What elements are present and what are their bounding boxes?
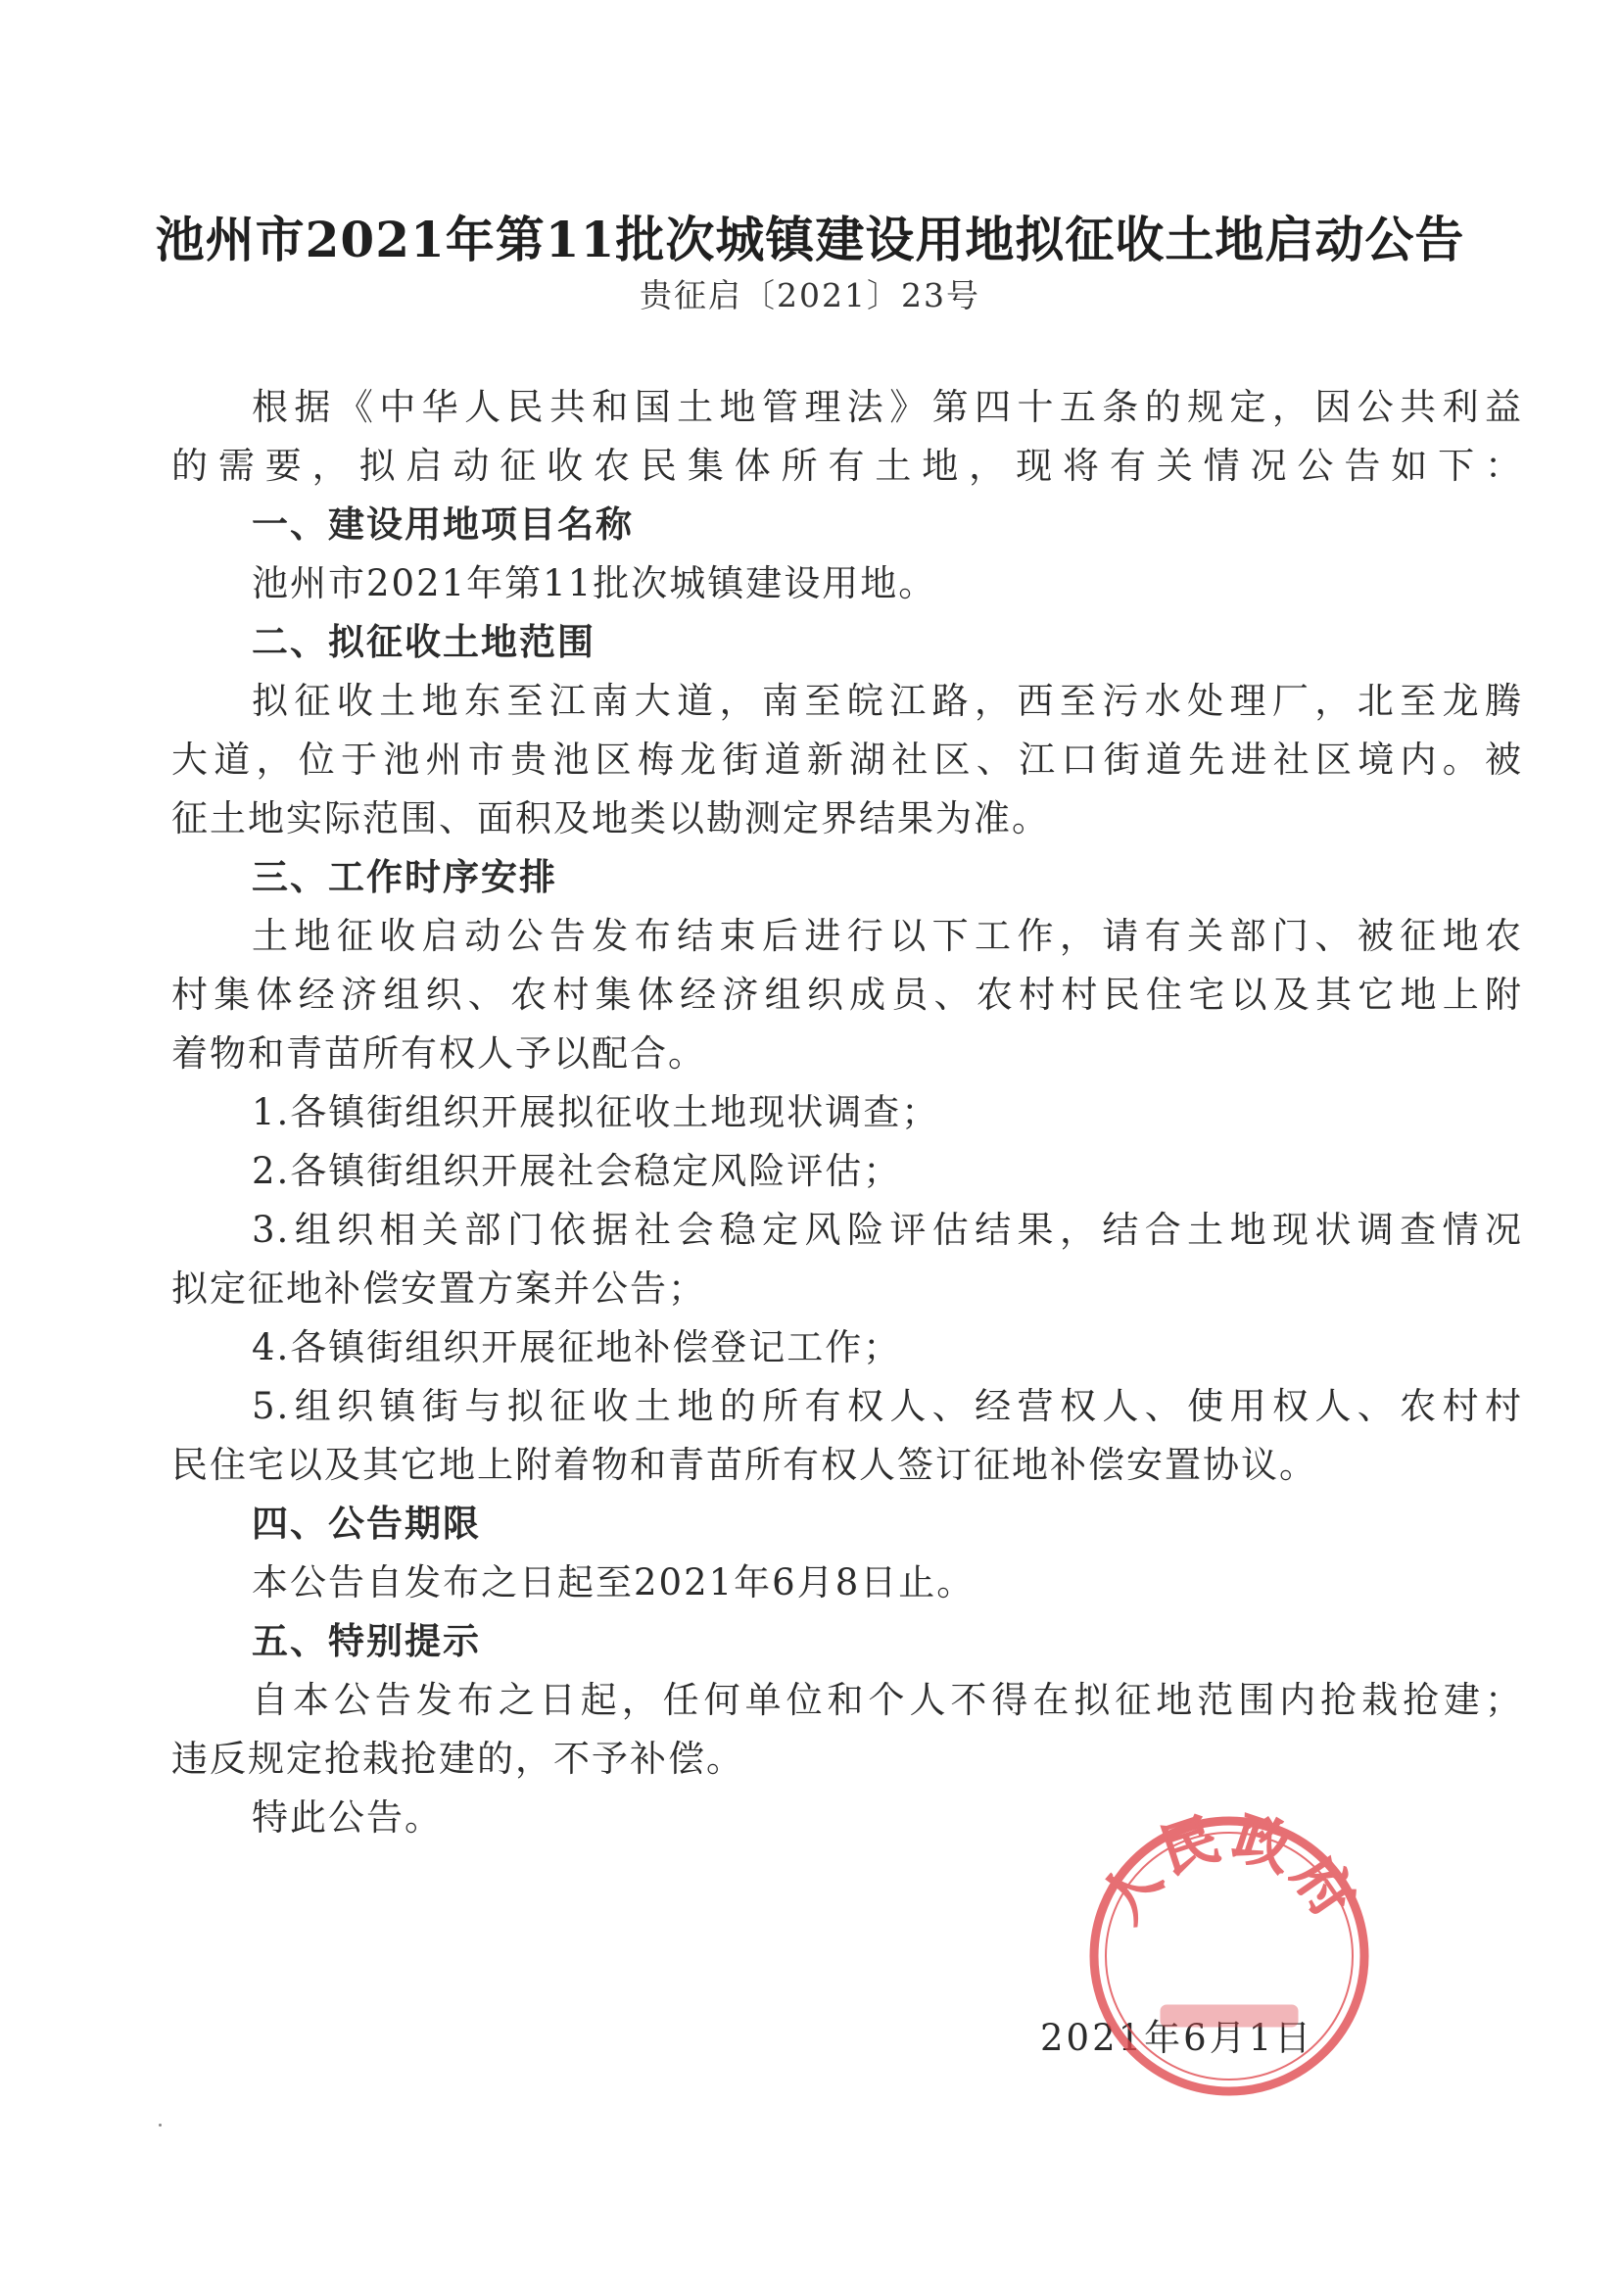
paragraph-line: 池州市2021年第11批次城镇建设用地。 [252, 562, 937, 604]
section-heading: 五、特别提示 [252, 1620, 481, 1662]
section-heading: 四、公告期限 [252, 1503, 481, 1545]
paragraph-line: 征土地实际范围、面积及地类以勘测定界结果为准。 [171, 797, 1050, 839]
document-title: 池州市2021年第11批次城镇建设用地拟征收土地启动公告 [155, 211, 1465, 268]
paragraph-line: 土地征收启动公告发布结束后进行以下工作，请有关部门、被征地农 [252, 915, 1523, 957]
paragraph-line: 根据《中华人民共和国土地管理法》第四十五条的规定，因公共利益 [252, 386, 1523, 428]
paragraph-line: 3.组织相关部门依据社会稳定风险评估结果，结合土地现状调查情况 [252, 1209, 1523, 1251]
section-heading: 一、建设用地项目名称 [252, 503, 634, 546]
paragraph-line: 的需要，拟启动征收农民集体所有土地，现将有关情况公告如下： [171, 445, 1523, 487]
paragraph-line: 着物和青苗所有权人予以配合。 [171, 1032, 706, 1075]
document-date: 2021年6月1日 [1040, 2017, 1314, 2059]
paragraph-line: 本公告自发布之日起至2021年6月8日止。 [252, 1561, 976, 1603]
document-body [171, 378, 1523, 1847]
scan-speck [159, 2124, 162, 2127]
seal-text: 人民政府 [1087, 1802, 1371, 1935]
paragraph-line: 拟定征地补偿安置方案并公告； [171, 1268, 706, 1310]
paragraph-line: 1.各镇街组织开展拟征收土地现状调查； [252, 1091, 940, 1133]
paragraph-line: 5.组织镇街与拟征收土地的所有权人、经营权人、使用权人、农村村 [252, 1385, 1523, 1427]
paragraph-line: 2.各镇街组织开展社会稳定风险评估； [252, 1150, 902, 1192]
paragraph-line: 自本公告发布之日起，任何单位和个人不得在拟征地范围内抢栽抢建； [252, 1679, 1523, 1721]
document-number: 贵征启〔2021〕23号 [640, 276, 980, 314]
paragraph-line: 违反规定抢栽抢建的，不予补偿。 [171, 1738, 744, 1780]
paragraph-line: 村集体经济组织、农村集体经济组织成员、农村村民住宅以及其它地上附 [171, 974, 1523, 1016]
paragraph-line: 民住宅以及其它地上附着物和青苗所有权人签订征地补偿安置协议。 [171, 1444, 1317, 1486]
paragraph-line: 拟征收土地东至江南大道，南至皖江路，西至污水处理厂，北至龙腾 [252, 680, 1523, 722]
section-heading: 三、工作时序安排 [252, 856, 557, 898]
paragraph-line: 4.各镇街组织开展征地补偿登记工作； [252, 1326, 902, 1368]
paragraph-line: 特此公告。 [252, 1796, 443, 1839]
paragraph-line: 大道，位于池州市贵池区梅龙街道新湖社区、江口街道先进社区境内。被 [171, 739, 1523, 781]
section-heading: 二、拟征收土地范围 [252, 621, 596, 663]
